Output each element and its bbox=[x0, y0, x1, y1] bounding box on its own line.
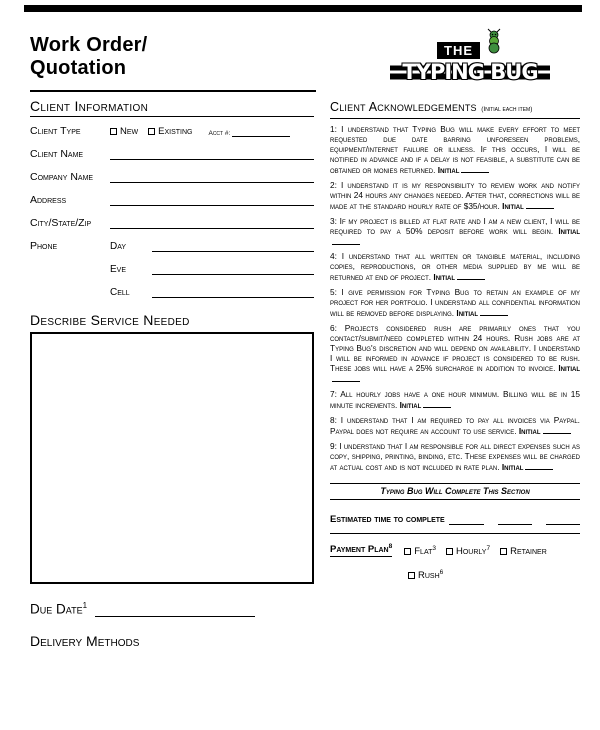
initial-field[interactable] bbox=[480, 308, 508, 316]
phone-eve-label: Eve bbox=[110, 264, 127, 275]
acknowledgement-text: 4: I understand that all written or tangible material, including copies, reproductions, or other media supplied by me will be returned at end of project. bbox=[330, 251, 580, 283]
estimated-time-field[interactable] bbox=[449, 515, 484, 525]
phone-label: Phone bbox=[30, 240, 58, 252]
client-acknowledgements-heading bbox=[330, 98, 580, 119]
estimated-time-field-3[interactable] bbox=[546, 515, 580, 525]
payment-option-rush[interactable] bbox=[408, 570, 443, 581]
acknowledgement-item-4 bbox=[330, 252, 580, 283]
logo-top-row bbox=[390, 28, 550, 59]
right-column bbox=[330, 98, 580, 649]
acct-number-field[interactable] bbox=[232, 125, 290, 137]
title-line-1: Work Order/ bbox=[30, 34, 148, 56]
phone-cell-row bbox=[30, 286, 314, 298]
acknowledgement-item-8 bbox=[330, 416, 580, 437]
acknowledgement-text: 8: I understand that I am required to pay all invoices via Paypal. Paypal does not require an account to use service. bbox=[330, 414, 580, 436]
company-name-row bbox=[30, 171, 314, 183]
initial-field[interactable] bbox=[461, 165, 489, 173]
form-header bbox=[30, 26, 580, 92]
city-state-zip-field[interactable] bbox=[110, 217, 314, 229]
acknowledgement-text: 5: I give permission for Typing Bug to retain an example of my project for her portfolio. I understand all confidential information will be removed before displaying. bbox=[330, 287, 580, 319]
initial-field[interactable] bbox=[525, 462, 553, 470]
address-label: Address bbox=[30, 194, 67, 206]
client-name-label: Client Name bbox=[30, 148, 84, 160]
payment-option-flat[interactable] bbox=[404, 545, 436, 557]
due-date-field[interactable] bbox=[95, 603, 255, 617]
initial-label: Initial bbox=[558, 225, 580, 236]
initial-label: Initial bbox=[399, 399, 422, 410]
phone-eve-row bbox=[30, 263, 314, 275]
client-type-row bbox=[30, 125, 314, 137]
logo-the-box: THE bbox=[437, 42, 480, 59]
client-name-field[interactable] bbox=[110, 148, 314, 160]
title-line-2: Quotation bbox=[30, 57, 127, 79]
city-state-zip-row bbox=[30, 217, 314, 229]
initial-label: Initial bbox=[558, 363, 580, 374]
new-label: New bbox=[120, 126, 139, 137]
ack-heading-sub: (Initial each item) bbox=[481, 106, 533, 113]
hourly-label: Hourly bbox=[456, 545, 487, 557]
ack-heading-text: Client Acknowledgements bbox=[330, 100, 477, 114]
checkbox-new-icon[interactable] bbox=[110, 128, 117, 135]
payment-option-retainer[interactable] bbox=[500, 546, 547, 557]
acct-number-label: Acct #: bbox=[208, 130, 231, 137]
initial-label: Initial bbox=[518, 425, 541, 436]
client-type-existing-option[interactable] bbox=[148, 126, 192, 137]
section-divider bbox=[330, 533, 580, 534]
acknowledgement-text: 1: I understand that Typing Bug will make every effort to meet requested due date barring unforeseen problems, equipment/internet failure or illness. If this occurs, I will be notified in advance and if a delay is not feasible, a substitute can be obtained or monies returned. bbox=[330, 124, 580, 175]
initial-label: Initial bbox=[502, 200, 524, 211]
client-name-row bbox=[30, 148, 314, 160]
acknowledgement-item-9 bbox=[330, 442, 580, 473]
phone-cell-field[interactable] bbox=[152, 286, 314, 298]
acknowledgement-item-6 bbox=[330, 324, 580, 385]
acknowledgement-item-5 bbox=[330, 288, 580, 319]
page-title bbox=[30, 26, 316, 92]
checkbox-existing-icon[interactable] bbox=[148, 128, 155, 135]
payment-option-hourly[interactable] bbox=[446, 545, 490, 557]
rush-footnote: 6 bbox=[439, 568, 444, 576]
acknowledgement-item-2 bbox=[330, 181, 580, 212]
hourly-footnote: 7 bbox=[486, 544, 491, 552]
address-field[interactable] bbox=[110, 194, 314, 206]
acknowledgement-text: 3: If my project is billed at flat rate and I am a new client, I will be required to pay a 50% deposit before work will begin. bbox=[330, 215, 580, 236]
acknowledgement-text: 2: I understand it is my responsibility to review work and notify within 24 hours any changes needed. After that, corrections will be made at the standard hourly rate of $35/hour. bbox=[330, 179, 580, 211]
existing-label: Existing bbox=[158, 126, 193, 137]
phone-cell-label: Cell bbox=[110, 287, 130, 298]
due-date-label: Due Date$^1$ bbox=[30, 601, 88, 617]
acknowledgement-item-7 bbox=[330, 390, 580, 411]
checkbox-rush-icon[interactable] bbox=[408, 572, 415, 579]
initial-field[interactable] bbox=[543, 426, 571, 434]
initial-label: Initial bbox=[456, 308, 479, 319]
estimated-time-label: Estimated time to complete bbox=[330, 513, 445, 525]
rush-label: Rush bbox=[418, 569, 440, 581]
describe-service-heading: Describe Service Needed bbox=[30, 312, 190, 328]
city-state-zip-label: City/State/Zip bbox=[30, 217, 92, 229]
address-row bbox=[30, 194, 314, 206]
estimated-time-row bbox=[330, 514, 580, 525]
flat-label: Flat bbox=[414, 545, 433, 557]
payment-plan-footnote: 8 bbox=[388, 542, 393, 550]
typing-bug-logo bbox=[390, 28, 550, 84]
checkbox-flat-icon[interactable] bbox=[404, 548, 411, 555]
due-date-row bbox=[30, 601, 314, 617]
phone-day-field[interactable] bbox=[152, 240, 314, 252]
top-border-bar bbox=[24, 5, 582, 12]
initial-field[interactable] bbox=[332, 374, 360, 382]
typing-bug-section-bar: Typing Bug Will Complete This Section bbox=[330, 483, 580, 500]
phone-day-row bbox=[30, 240, 314, 252]
initial-field[interactable] bbox=[332, 237, 360, 245]
acknowledgement-item-1 bbox=[330, 125, 580, 176]
due-date-footnote: 1 bbox=[82, 601, 88, 610]
logo-name: TYPING BUG bbox=[390, 60, 550, 84]
left-column bbox=[30, 98, 314, 649]
initial-label: Initial bbox=[501, 461, 524, 472]
acknowledgement-text: 7: All hourly jobs have a one hour minimum. Billing will be in 15 minute increments. bbox=[330, 388, 580, 410]
service-needed-box[interactable] bbox=[30, 332, 314, 584]
checkbox-hourly-icon[interactable] bbox=[446, 548, 453, 555]
checkbox-retainer-icon[interactable] bbox=[500, 548, 507, 555]
rush-row bbox=[330, 565, 580, 583]
estimated-time-field-2[interactable] bbox=[498, 515, 532, 525]
delivery-methods-heading: Delivery Methods bbox=[30, 632, 140, 649]
initial-label: Initial bbox=[433, 272, 456, 283]
company-name-field[interactable] bbox=[110, 171, 314, 183]
client-type-new-option[interactable] bbox=[110, 126, 138, 137]
payment-plan-label: Payment Plan$^8$ bbox=[330, 542, 393, 555]
flat-footnote: 3 bbox=[432, 544, 436, 552]
client-type-label: Client Type bbox=[30, 125, 81, 137]
initial-label: Initial bbox=[437, 164, 460, 175]
acknowledgement-text: 9: I understand that I am responsible for all direct expenses such as copy, shipping, printing, binding, etc. These expenses will be charged at actual cost and is not included in rate plan. bbox=[330, 440, 581, 472]
phone-eve-field[interactable] bbox=[152, 263, 314, 275]
company-name-label: Company Name bbox=[30, 171, 94, 183]
phone-day-label: Day bbox=[110, 241, 127, 252]
form-columns bbox=[30, 98, 580, 649]
retainer-label: Retainer bbox=[510, 545, 547, 557]
acknowledgement-text: 6: Projects considered rush are primarily ones that you contact/submit/need completed within 24 hours. Rush jobs are at Typing Bug's discretion and will depend on availability. I understand I will be informed in advance if project is considered to be rush. These jobs will have a 25% surcharge in addition to invoice. bbox=[330, 323, 580, 374]
initial-field[interactable] bbox=[457, 272, 485, 280]
payment-plan-row bbox=[330, 543, 580, 557]
client-information-heading: Client Information bbox=[30, 98, 314, 117]
initial-field[interactable] bbox=[423, 400, 451, 408]
bug-icon bbox=[485, 28, 503, 59]
acknowledgement-item-3 bbox=[330, 217, 580, 248]
initial-field[interactable] bbox=[526, 201, 554, 209]
